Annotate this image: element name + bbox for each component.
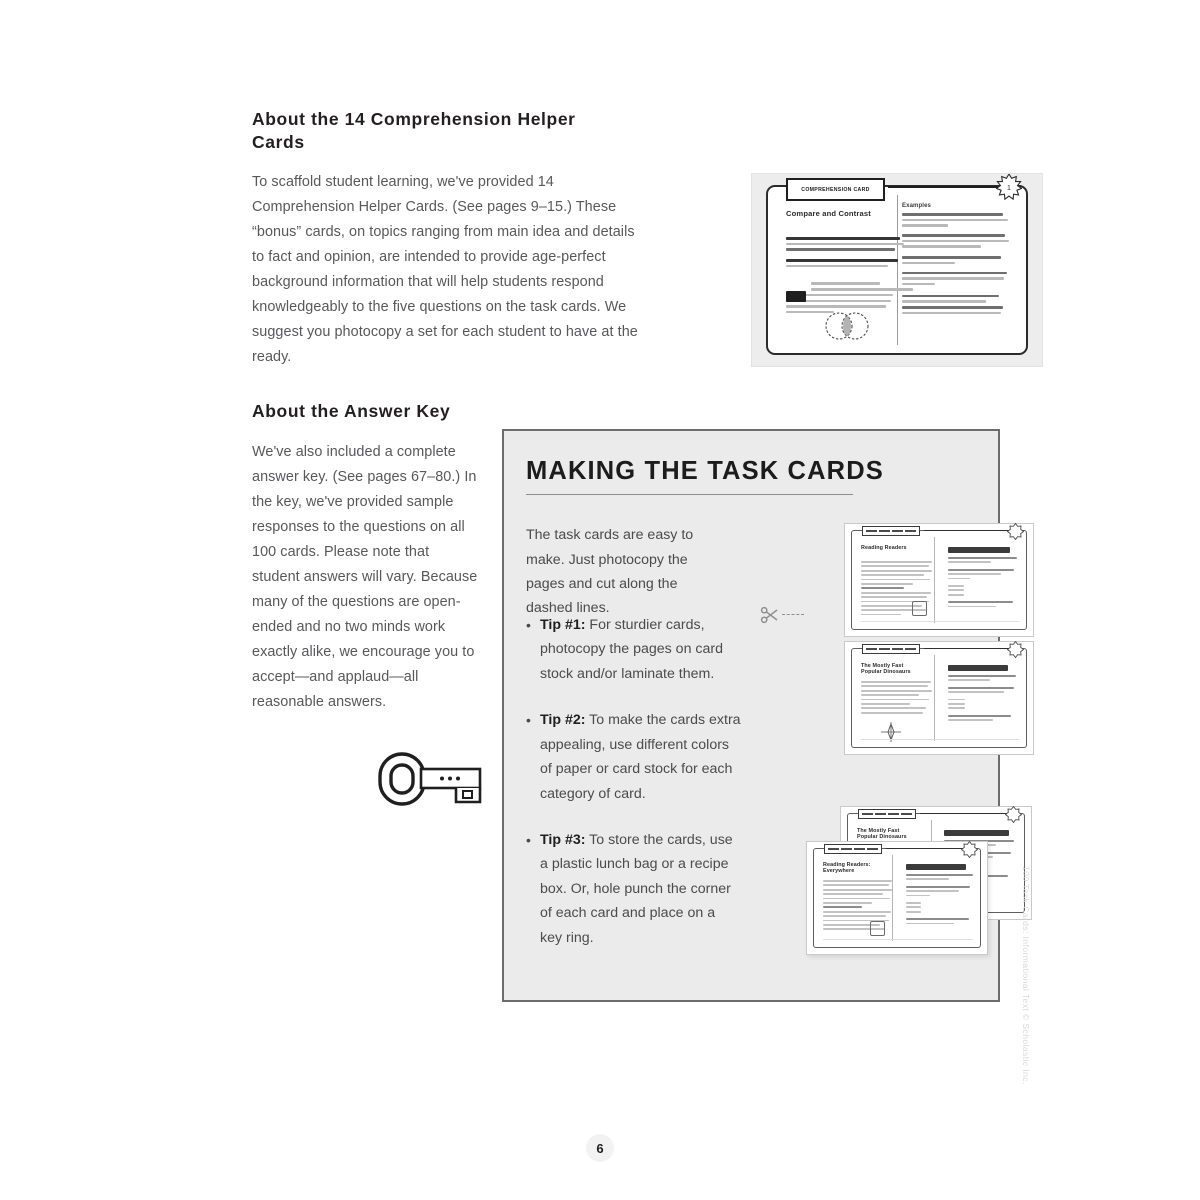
side-credit-line: 100 Task Cards: Informational Text © Scholastic Inc. (1021, 866, 1031, 1085)
venn-diagram-icon (820, 311, 874, 341)
illustration-right-heading: Examples (902, 203, 931, 209)
key-icon (376, 748, 484, 810)
task-card-tab (862, 526, 920, 536)
section-heading-comprehension: About the 14 Comprehension Helper Cards (252, 109, 576, 153)
scissors-icon (760, 605, 780, 625)
card-top-rule (888, 186, 1008, 188)
section-heading-answer-key: About the Answer Key (252, 401, 451, 421)
task-card-tab (858, 809, 916, 819)
starburst-badge-icon (996, 174, 1022, 200)
dashed-cut-line (782, 614, 804, 615)
card-number-badge-icon (1005, 806, 1022, 823)
tip-label: Tip #1: (540, 617, 586, 633)
task-card-top-rule (924, 648, 1012, 649)
section-body-comprehension: To scaffold student learning, we've provided 14 Comprehension Helper Cards. (See pages 9–15.) These “bonus” cards, on topics ranging from main idea and details to fact and opinion, are intended to provide age-perfect background information that will help students respond knowledgeably to the five questions on the task cards. We suggest you photocopy a set for each student to have at the ready. (252, 174, 638, 366)
task-card-title: Reading Readers (861, 545, 907, 551)
section-body-answer-key: We've also included a complete answer key. (See pages 67–80.) In the key, we've provided sample responses to the questions on all 100 cards. Please note that student answers will vary. Because many of the questions are open-ended and no two minds work exactly alike, we encourage you to accept—and applaud—all reasonable answers. (252, 444, 478, 710)
tip-marker-block (786, 291, 806, 302)
heading-divider (526, 494, 853, 495)
tip-label: Tip #3: (540, 831, 586, 848)
task-card-title: The Mostly Fast Popular Dinosaurs (857, 828, 907, 840)
task-card-top-rule (924, 530, 1012, 531)
comprehension-card-illustration (751, 173, 1043, 367)
card-tab-label: COMPREHENSION CARD (801, 186, 870, 193)
illustration-card-title: Compare and Contrast (786, 209, 871, 218)
tip-item (526, 708, 741, 806)
task-card-spine (934, 655, 935, 741)
task-card-frame (813, 848, 981, 948)
card-stamp-icon (912, 601, 927, 616)
page-number: 6 (586, 1134, 614, 1162)
section-answer-key (252, 400, 480, 715)
card-number-badge-icon (1007, 523, 1024, 540)
tips-list (526, 613, 741, 972)
tip-text: For sturdier cards, photocopy the pages on card stock and/or laminate them. (540, 617, 723, 682)
making-task-cards-heading: MAKING THE TASK CARDS (526, 457, 884, 485)
task-card-thumbnail (844, 641, 1034, 755)
tip-item (526, 828, 741, 950)
task-card-tab (862, 644, 920, 654)
tip-text: To make the cards extra appealing, use different colors of paper or card stock for each category of card. (540, 712, 741, 802)
tip-item (526, 613, 741, 686)
illustration-card-body (766, 185, 1028, 355)
bullet-marker: • (526, 831, 531, 848)
task-card-spine (934, 537, 935, 623)
section-comprehension-helper-cards (252, 108, 646, 370)
making-task-cards-intro: The task cards are easy to make. Just photocopy the pages and cut along the dashed lines. (526, 527, 694, 617)
task-card-title: The Mostly Fast Popular Dinosaurs (861, 663, 911, 675)
task-card-thumbnail (844, 523, 1034, 637)
bullet-marker: • (526, 712, 531, 729)
bullet-marker: • (526, 617, 531, 633)
card-stamp-icon (870, 921, 885, 936)
card-tab (786, 178, 885, 201)
tip-label: Tip #2: (540, 712, 586, 729)
task-card-top-rule (920, 813, 1010, 814)
task-card-title: Reading Readers: Everywhere (823, 862, 871, 874)
task-card-thumbnail (806, 841, 988, 955)
task-card-frame (851, 648, 1027, 748)
task-card-top-rule (886, 848, 966, 849)
task-card-tab (824, 844, 882, 854)
card-number-badge-icon (1007, 641, 1024, 658)
illustration-left-column (786, 223, 905, 317)
task-card-frame (851, 530, 1027, 630)
tip-text: To store the cards, use a plastic lunch bag or a recipe box. Or, hole punch the corner of each card and place on a key ring. (540, 831, 733, 946)
illustration-right-column (902, 203, 1012, 317)
card-number-badge-icon (961, 841, 978, 858)
svg-text:1: 1 (1007, 185, 1011, 192)
